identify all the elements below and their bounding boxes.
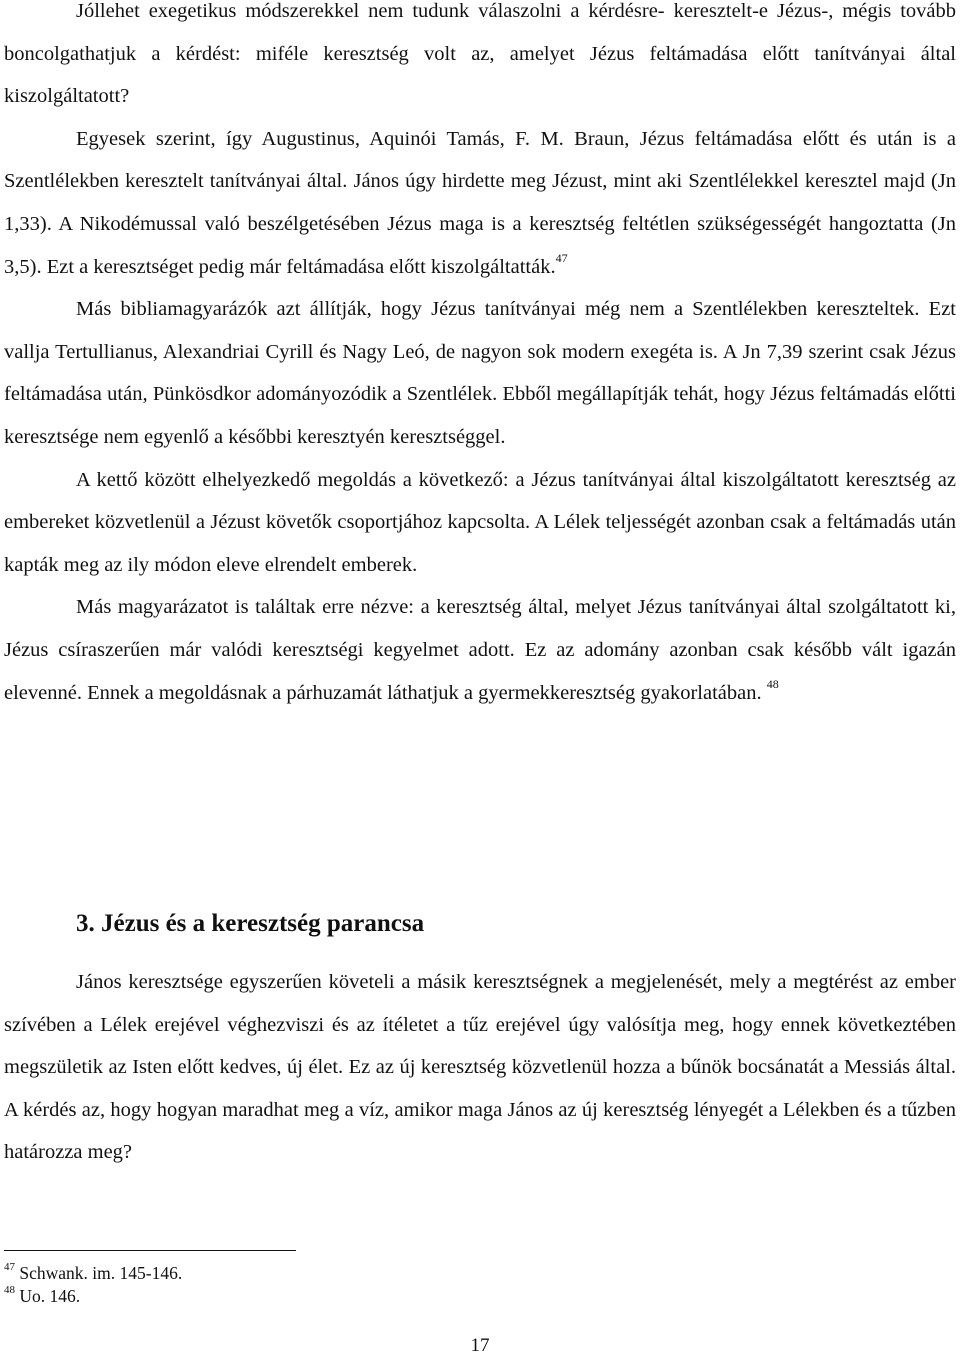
footnote-ref[interactable]: 48 xyxy=(766,676,779,691)
footnote xyxy=(4,1285,182,1308)
paragraph xyxy=(4,459,956,587)
upper-text-block xyxy=(4,0,956,714)
paragraph xyxy=(4,118,956,288)
paragraph xyxy=(4,288,956,458)
lower-text-block xyxy=(4,961,956,1174)
footnote-ref[interactable]: 47 xyxy=(555,250,568,265)
page-number: 17 xyxy=(470,1335,490,1356)
footnote-text: Schwank. im. 145-146. xyxy=(19,1263,183,1283)
paragraph xyxy=(4,586,956,714)
paragraph-text: János keresztsége egyszerűen követeli a másik keresztségnek a megjelenését, mely a megtérést az ember szívében a Lélek erejével véghezviszi és az ítéletet a tűz erejével úgy valósítja meg, hogy ennek következtében megszületik az Isten előtt kedves, új élet. Ez az új keresztség közvetlenül hozza a bűnök bocsánatát a Messiás által. A kérdés az, hogy hogyan maradhat meg a víz, amikor maga János az új keresztség lényegét a Lélekben és a tűzben határozza meg? xyxy=(4,971,956,1164)
footnote-text: Uo. 146. xyxy=(19,1286,81,1306)
footnote xyxy=(4,1262,182,1285)
footnote-separator xyxy=(4,1250,296,1251)
paragraph-text: Jóllehet exegetikus módszerekkel nem tudunk válaszolni a kérdésre- keresztelt-e Jézus-, mégis tovább boncolgathatjuk a kérdést: miféle keresztség volt az, amelyet Jézus feltámadása előtt tanítványai által kiszolgáltatott? xyxy=(4,0,956,108)
paragraph-text: Más magyarázatot is találtak erre nézve: a keresztség által, melyet Jézus tanítványai által szolgáltatott ki, Jézus csíraszerűen már valódi keresztségi kegyelmet adott. Ez az adomány azonban csak később vált igazán elevenné. Ennek a megoldásnak a párhuzamát láthatjuk a gyermekkeresztség gyakorlatában. xyxy=(4,596,956,704)
paragraph xyxy=(4,0,956,118)
section-heading: 3. Jézus és a keresztség parancsa xyxy=(76,910,425,937)
paragraph xyxy=(4,961,956,1174)
footnotes xyxy=(4,1262,182,1308)
paragraph-text: A kettő között elhelyezkedő megoldás a következő: a Jézus tanítványai által kiszolgáltatott keresztség az embereket közvetlenül a Jézust követők csoportjához kapcsolta. A Lélek teljességét azonban csak a feltámadás után kapták meg az ily módon eleve elrendelt emberek. xyxy=(4,468,956,576)
footnote-number: 47 xyxy=(4,1261,15,1274)
paragraph-text: Egyesek szerint, így Augustinus, Aquinói Tamás, F. M. Braun, Jézus feltámadása előtt és után is a Szentlélekben keresztelt tanítványai által. János úgy hirdette meg Jézust, mint aki Szentlélekkel keresztel majd (Jn 1,33). A Nikodémussal való beszélgetésében Jézus maga is a keresztség feltétlen szükségességét hangoztatta (Jn 3,5). Ezt a keresztséget pedig már feltámadása előtt kiszolgáltatták. xyxy=(4,127,956,278)
footnote-number: 48 xyxy=(4,1284,15,1297)
paragraph-text: Más bibliamagyarázók azt állítják, hogy Jézus tanítványai még nem a Szentlélekben kereszteltek. Ezt vallja Tertullianus, Alexandriai Cyrill és Nagy Leó, de nagyon sok modern exegéta is. A Jn 7,39 szerint csak Jézus feltámadása után, Pünkösdkor adományozódik a Szentlélek. Ebből megállapítják tehát, hogy Jézus feltámadás előtti keresztsége nem egyenlő a későbbi keresztyén keresztséggel. xyxy=(4,298,956,448)
